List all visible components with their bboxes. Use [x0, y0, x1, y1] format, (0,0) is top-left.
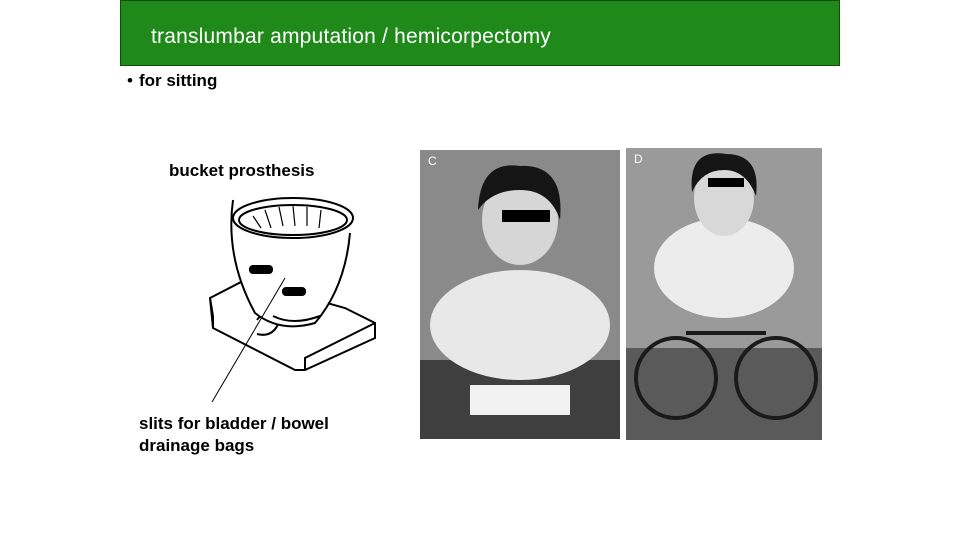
photo-d [626, 148, 822, 440]
slits-label-line2: drainage bags [139, 436, 255, 455]
photo-c-letter: C [428, 154, 437, 168]
bucket-prosthesis-illustration [195, 188, 395, 418]
bullet-item [127, 71, 217, 91]
bucket-prosthesis-label: bucket prosthesis [169, 161, 315, 180]
bullet-text: for sitting [138, 71, 218, 90]
photo-c [420, 150, 620, 439]
patient-wheelchair-photo [626, 148, 822, 440]
page-title: translumbar amputation / hemicorpectomy [151, 25, 551, 48]
patient-seated-photo [420, 150, 620, 439]
slits-label-line1: slits for bladder / bowel [139, 414, 329, 433]
slits-label [139, 413, 379, 457]
photo-d-letter: D [634, 152, 643, 166]
title-bar [120, 0, 840, 66]
bullet-marker: • [127, 71, 133, 90]
